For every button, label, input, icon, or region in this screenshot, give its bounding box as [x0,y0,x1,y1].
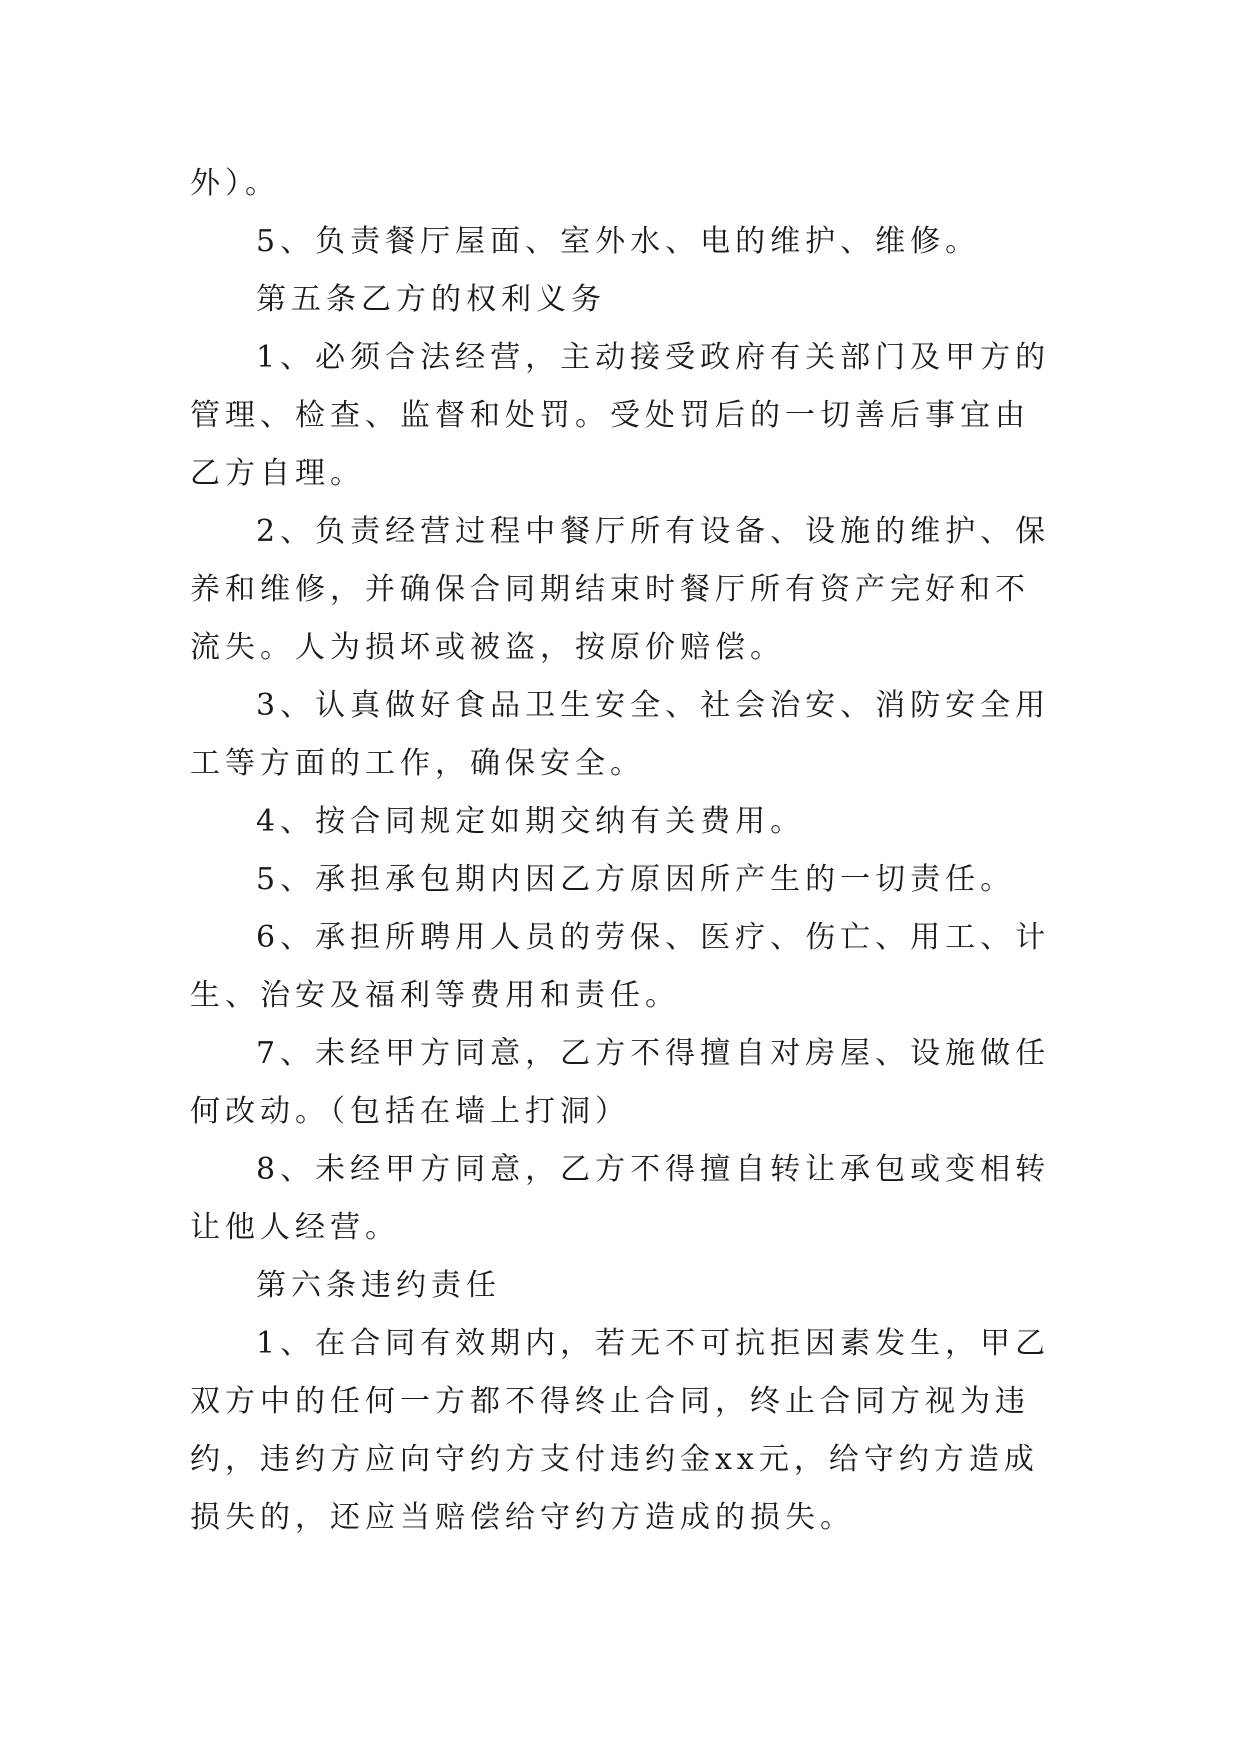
paragraph: 8、未经甲方同意，乙方不得擅自转让承包或变相转让他人经营。 [190,1152,1051,1245]
paragraph: 4、按合同规定如期交纳有关费用。 [256,804,806,839]
paragraph: 2、负责经营过程中餐厅所有设备、设施的维护、保养和维修，并确保合同期结束时餐厅所有资产完好和不流失。人为损坏或被盗，按原价赔偿。 [190,514,1051,665]
paragraph: 外）。 [190,166,280,201]
paragraph: 7、未经甲方同意，乙方不得擅自对房屋、设施做任何改动。（包括在墙上打洞） [190,1036,1051,1129]
paragraph: 1、在合同有效期内，若无不可抗拒因素发生，甲乙双方中的任何一方都不得终止合同，终止合同方视为违约，违约方应向守约方支付违约金xx元，给守约方造成损失的，还应当赔偿给守约方造成的损失。 [190,1326,1051,1535]
section-heading: 第六条违约责任 [256,1268,501,1303]
paragraph: 6、承担所聘用人员的劳保、医疗、伤亡、用工、计生、治安及福利等费用和责任。 [190,920,1051,1013]
paragraph: 3、认真做好食品卫生安全、社会治安、消防安全用工等方面的工作，确保安全。 [190,688,1051,781]
paragraph: 1、必须合法经营，主动接受政府有关部门及甲方的管理、检查、监督和处罚。受处罚后的一切善后事宜由乙方自理。 [190,340,1051,491]
paragraph: 5、负责餐厅屋面、室外水、电的维护、维修。 [256,224,981,259]
document-body [190,155,1052,1547]
paragraph: 5、承担承包期内因乙方原因所产生的一切责任。 [256,862,1016,897]
section-heading: 第五条乙方的权利义务 [256,282,606,317]
